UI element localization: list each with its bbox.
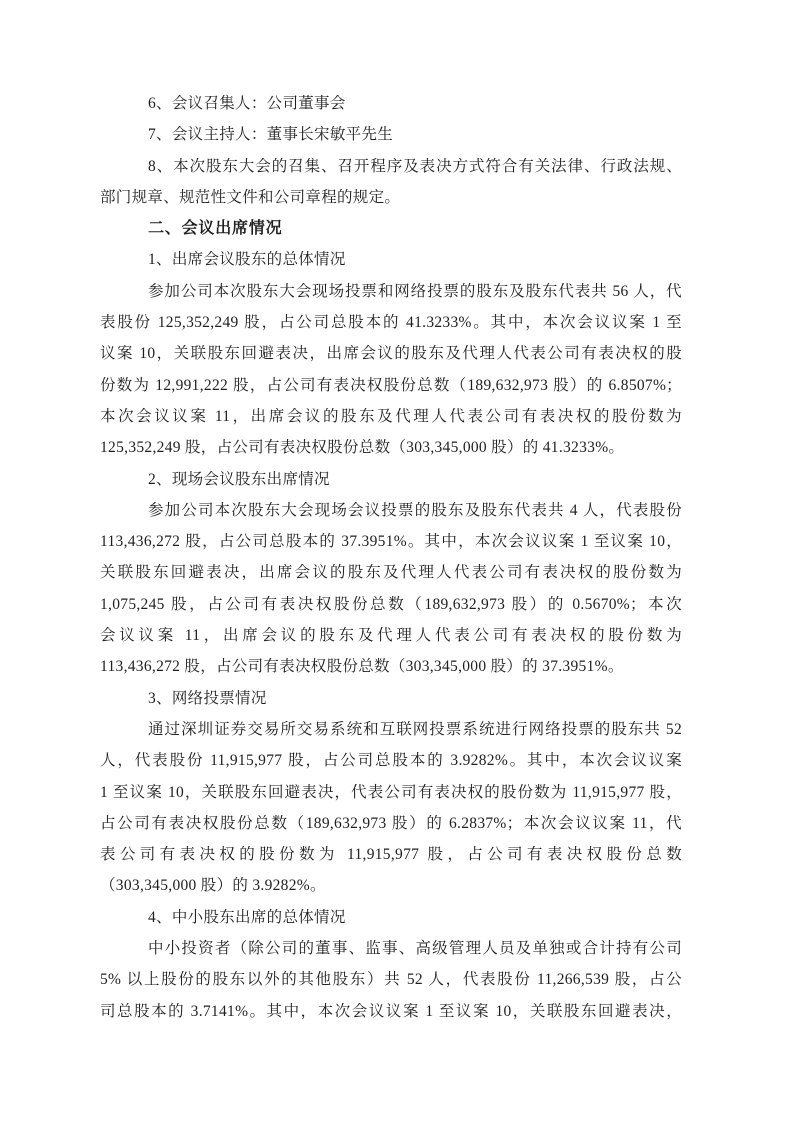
paragraph-onsite-line-5: 会议议案 11，出席会议的股东及代理人代表公司有表决权的股份数为 — [100, 627, 682, 645]
paragraph-online-line-3: 1 至议案 10，关联股东回避表决，代表公司有表决权的股份数为 11,915,977 股， — [100, 783, 682, 801]
subsection-4-title: 4、中小股东出席的总体情况 — [148, 908, 346, 926]
paragraph-overall-line-3: 议案 10，关联股东回避表决，出席会议的股东及代理人代表公司有表决权的股 — [100, 345, 682, 363]
paragraph-online-line-4: 占公司有表决权股份总数（189,632,973 股）的 6.2837%；本次会议议案 11，代 — [100, 814, 682, 832]
paragraph-online-line-2: 人，代表股份 11,915,977 股，占公司总股本的 3.9282%。其中，本次会议议案 — [100, 752, 682, 770]
paragraph-online-line-5: 表公司有表决权的股份数为 11,915,977 股，占公司有表决权股份总数 — [100, 846, 682, 864]
list-item-8-compliance-line-2: 部门规章、规范性文件和公司章程的规定。 — [100, 188, 401, 206]
document-body — [100, 88, 682, 1027]
list-item-6-convener: 6、会议召集人：公司董事会 — [148, 95, 346, 112]
paragraph-online-line-6: （303,345,000 股）的 3.9282%。 — [100, 877, 326, 895]
paragraph-onsite-line-6: 113,436,272 股，占公司有表决权股份总数（303,345,000 股）的 37.3951%。 — [100, 658, 624, 676]
paragraph-overall-line-5: 本次会议议案 11，出席会议的股东及代理人代表公司有表决权的股份数为 — [100, 407, 682, 425]
paragraph-minority-line-2: 5% 以上股份的股东以外的其他股东）共 52 人，代表股份 11,266,539 股，占公 — [100, 971, 682, 989]
subsection-2-title: 2、现场会议股东出席情况 — [148, 470, 330, 488]
paragraph-onsite-line-3: 关联股东回避表决，出席会议的股东及代理人代表公司有表决权的股份数为 — [100, 564, 682, 582]
paragraph-minority-line-3: 司总股本的 3.7141%。其中，本次会议议案 1 至议案 10，关联股东回避表决， — [100, 1002, 682, 1020]
list-item-7-chairman: 7、会议主持人：董事长宋敏平先生 — [148, 126, 394, 144]
section-heading-attendance: 二、会议出席情况 — [148, 220, 283, 238]
paragraph-overall-line-6: 125,352,249 股，占公司有表决权股份总数（303,345,000 股）的 41.3233%。 — [100, 439, 625, 457]
paragraph-onsite-line-1: 参加公司本次股东大会现场会议投票的股东及股东代表共 4 人，代表股份 — [148, 501, 682, 519]
paragraph-onsite-line-4: 1,075,245 股，占公司有表决权股份总数（189,632,973 股）的 0.5670%；本次 — [100, 595, 682, 613]
paragraph-overall-line-1: 参加公司本次股东大会现场投票和网络投票的股东及股东代表共 56 人，代 — [148, 282, 682, 300]
paragraph-online-line-1: 通过深圳证券交易所交易系统和互联网投票系统进行网络投票的股东共 52 — [148, 720, 682, 738]
list-item-8-compliance-line-1: 8、本次股东大会的召集、召开程序及表决方式符合有关法律、行政法规、 — [148, 157, 682, 175]
paragraph-minority-line-1: 中小投资者（除公司的董事、监事、高级管理人员及单独或合计持有公司 — [148, 940, 682, 958]
paragraph-onsite-line-2: 113,436,272 股，占公司总股本的 37.3951%。其中，本次会议议案 1 至议案 10， — [100, 533, 682, 551]
subsection-1-title: 1、出席会议股东的总体情况 — [148, 251, 346, 269]
paragraph-overall-line-4: 份数为 12,991,222 股，占公司有表决权股份总数（189,632,973 股）的 6.8507%； — [100, 376, 682, 394]
subsection-3-title: 3、网络投票情况 — [148, 689, 267, 707]
paragraph-overall-line-2: 表股份 125,352,249 股，占公司总股本的 41.3233%。其中，本次会议议案 1 至 — [100, 314, 682, 332]
